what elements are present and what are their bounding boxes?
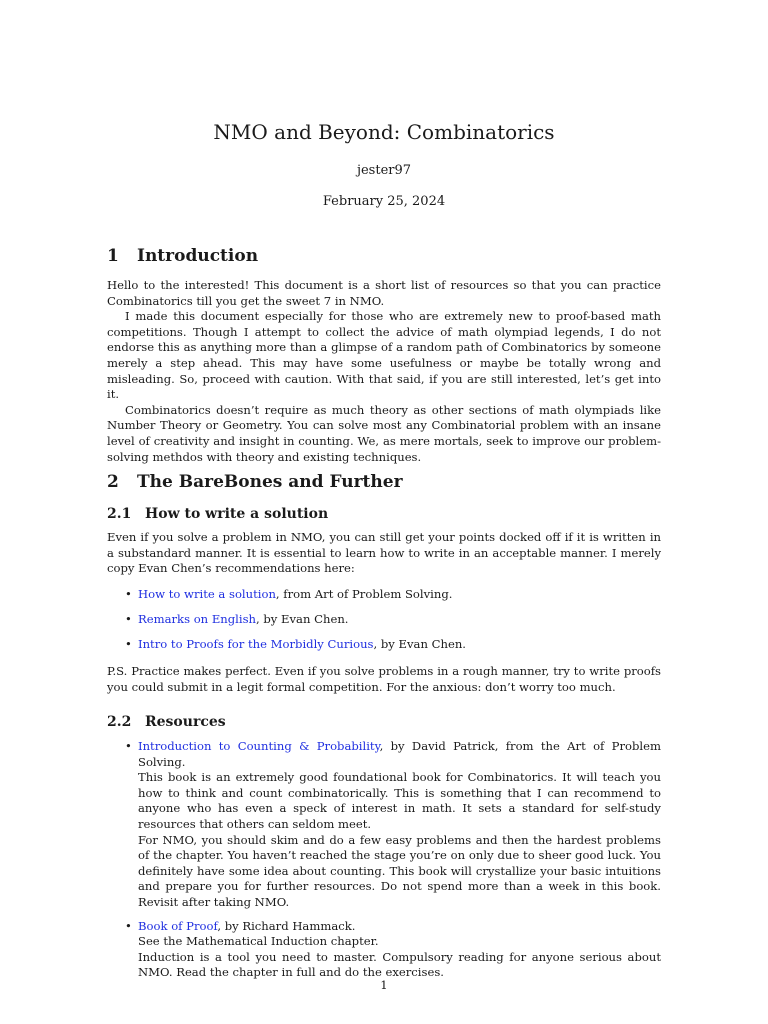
doc-title: NMO and Beyond: Combinatorics: [213, 120, 555, 144]
write-solution-intro: Even if you solve a problem in NMO, you can still get your points docked off if it is written in a substandard manner. It is essential to learn how to write in an acceptable manner. I merely copy Evan Chen’s recommendations here:: [107, 530, 661, 576]
resources-list: [107, 739, 661, 989]
item-text: , from Art of Problem Solving.: [275, 587, 453, 601]
section-number: 2: [107, 472, 119, 492]
subsection-heading-resources: [107, 712, 226, 732]
ps-paragraph: P.S. Practice makes perfect. Even if you solve problems in a rough manner, try to write proofs you could submit in a legit formal competition. For the anxious: don’t worry too much.: [107, 664, 661, 694]
intro-paragraph-3: Combinatorics doesn’t require as much theory as other sections of math olympiads like Number Theory or Geometry. You can solve most any Combinatorial problem with an insane level of creativity and insight in counting. We, as mere mortals, seek to improve our problem-solving methdos with theory and existing techniques.: [107, 402, 661, 464]
subsection-title: Resources: [145, 714, 226, 730]
paragraph: [107, 278, 661, 465]
item-description: See the Mathematical Induction chapter.: [138, 934, 379, 949]
section-title: The BareBones and Further: [137, 472, 403, 492]
bullet-icon: •: [125, 739, 132, 753]
recommendation-list: [107, 587, 661, 653]
item-text: , by Richard Hammack.: [217, 918, 356, 933]
subsection-title: How to write a solution: [145, 506, 329, 522]
list-item: [107, 637, 661, 653]
section-title: Introduction: [137, 246, 259, 266]
item-text: , by Evan Chen.: [373, 637, 466, 652]
section-heading-barebones: [107, 470, 403, 494]
subsection-number: 2.1: [107, 506, 132, 522]
doc-author: jester97: [356, 163, 412, 178]
item-description: This book is an extremely good foundational book for Combinatorics. It will teach you how to think and count combinatorically. This is something that I can recommend to anyone who has even a speck of interest in math. It sets a standard for self-study resources that others can seldom meet.: [138, 770, 661, 831]
page-number: 1: [380, 978, 388, 992]
bullet-icon: •: [125, 612, 132, 627]
item-text: , by Evan Chen.: [256, 612, 349, 627]
intro-paragraph-1: Hello to the interested! This document is a short list of resources so that you can practice Combinatorics till you get the sweet 7 in NMO.: [107, 278, 661, 308]
subsection-number: 2.2: [107, 714, 132, 730]
intro-paragraph-2: I made this document especially for those who are extremely new to proof-based math competitions. Though I attempt to collect the advice of math olympiad legends, I do not endorse this as anything more than a glimpse of a random path of Combinatorics by someone merely a step ahead. This may have some usefulness or maybe be totally wrong and misleading. So, proceed with caution. With that said, if you are still interested, let’s get into it.: [107, 309, 661, 402]
item-description: Induction is a tool you need to master. Compulsory reading for anyone serious about NMO. Read the chapter in full and do the exercises.: [138, 949, 661, 980]
item-description: For NMO, you should skim and do a few easy problems and then the hardest problems of the chapter. You haven’t reached the stage you’re on only due to sheer good luck. You definitely have some idea about counting. This book will crystallize your basic intuitions and prepare you for further resources. Do not spend more than a week in this book. Revisit after taking NMO.: [138, 832, 661, 909]
list-item: [107, 739, 661, 911]
list-item: [107, 587, 661, 603]
subsection-heading-write-solution: [107, 504, 328, 524]
link-remarks-on-english[interactable]: Remarks on English: [138, 612, 257, 627]
bullet-icon: •: [125, 637, 132, 652]
list-item: [107, 919, 661, 981]
link-how-to-write[interactable]: How to write a solution: [138, 587, 276, 601]
list-item: [107, 612, 661, 628]
link-book-of-proof[interactable]: Book of Proof: [138, 918, 218, 933]
link-counting-probability[interactable]: Introduction to Counting & Probability: [138, 739, 380, 753]
link-intro-to-proofs[interactable]: Intro to Proofs for the Morbidly Curious: [138, 637, 374, 652]
item-text: , by David Patrick, from the Art of Problem Solving.: [138, 739, 661, 769]
section-heading-introduction: [107, 244, 258, 268]
bullet-icon: •: [125, 918, 132, 933]
bullet-icon: •: [125, 587, 132, 601]
doc-date: February 25, 2024: [322, 194, 446, 209]
section-number: 1: [107, 246, 119, 266]
